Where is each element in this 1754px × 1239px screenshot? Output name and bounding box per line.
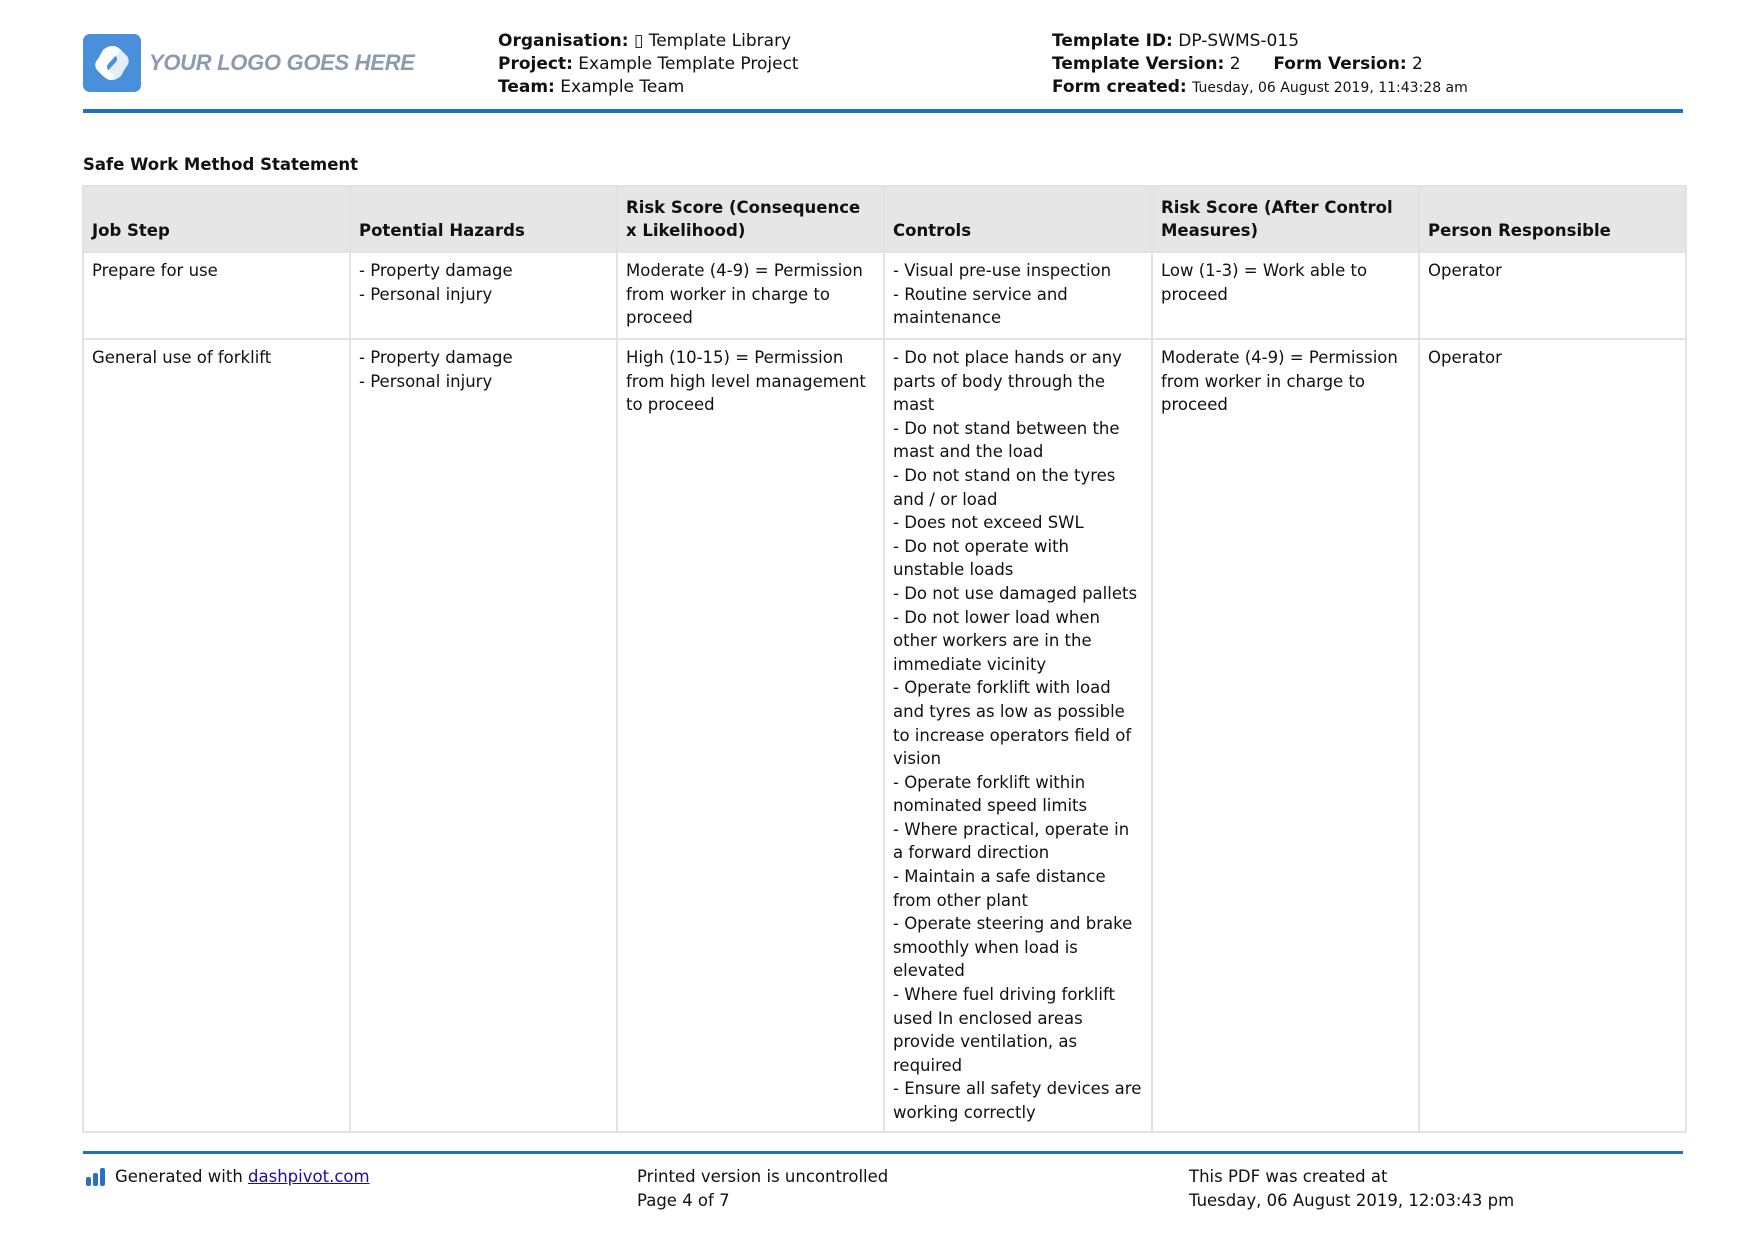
table-header-row <box>83 186 1686 252</box>
logo <box>83 34 415 92</box>
dashpivot-icon <box>86 1168 107 1186</box>
form-created-value: Tuesday, 06 August 2019, 11:43:28 am <box>1192 80 1468 96</box>
cell-potential-hazards: - Property damage - Personal injury <box>350 339 617 1132</box>
form-meta-right <box>1052 30 1468 100</box>
project-value: Example Template Project <box>578 54 799 74</box>
cell-job-step: General use of forklift <box>83 339 350 1132</box>
cell-controls: - Visual pre-use inspection - Routine service and maintenance <box>884 252 1152 339</box>
table-row <box>83 339 1686 1132</box>
table-row <box>83 252 1686 339</box>
version-row <box>1052 53 1468 76</box>
cell-risk-score: High (10-15) = Permission from high level management to proceed <box>617 339 884 1132</box>
project-label: Project: <box>498 54 573 74</box>
form-created-row <box>1052 76 1468 100</box>
template-version-label: Template Version: <box>1052 54 1225 74</box>
template-id-label: Template ID: <box>1052 31 1173 51</box>
template-id-value: DP-SWMS-015 <box>1178 31 1300 51</box>
cell-person-responsible: Operator <box>1419 339 1686 1132</box>
project-row <box>498 53 799 76</box>
organisation-row <box>498 30 799 53</box>
template-version-value: 2 <box>1229 54 1241 74</box>
template-id-row <box>1052 30 1468 53</box>
column-header-person-responsible: Person Responsible <box>1419 186 1686 252</box>
footer-generated <box>86 1165 370 1189</box>
cell-risk-score-after: Moderate (4-9) = Permission from worker in charge to proceed <box>1152 339 1419 1132</box>
team-label: Team: <box>498 77 555 97</box>
organisation-label: Organisation: <box>498 31 629 51</box>
column-header-controls: Controls <box>884 186 1152 252</box>
column-header-risk-score: Risk Score (Consequence x Likelihood) <box>617 186 884 252</box>
cell-job-step: Prepare for use <box>83 252 350 339</box>
cell-risk-score-after: Low (1-3) = Work able to proceed <box>1152 252 1419 339</box>
page-header <box>83 30 1683 110</box>
organisation-value: ▯ Template Library <box>633 31 792 51</box>
uncontrolled-notice: Printed version is uncontrolled <box>637 1167 889 1186</box>
cell-potential-hazards: - Property damage - Personal injury <box>350 252 617 339</box>
cell-controls: - Do not place hands or any parts of body through the mast - Do not stand between the mast and the load - Do not stand on the tyres and / or load - Does not exceed SWL - Do not operate with unstable loads - Do not use damaged pallets - Do not lower load when other workers are in the immediate vicinity - Operate forklift with load and tyres as low as possible to increase operators field of vision - Operate forklift within nominated speed limits - Where practical, operate in a forward direction - Maintain a safe distance from other plant - Operate steering and brake smoothly when load is elevated - Where fuel driving forklift used In enclosed areas provide ventilation, as required - Ensure all safety devices are working correctly <box>884 339 1152 1132</box>
pdf-created-label: This PDF was created at <box>1189 1167 1388 1186</box>
page-number: Page 4 of 7 <box>637 1190 730 1210</box>
logo-text: YOUR LOGO GOES HERE <box>149 50 415 75</box>
column-header-potential-hazards: Potential Hazards <box>350 186 617 252</box>
section-title: Safe Work Method Statement <box>83 155 359 174</box>
form-version-label: Form Version: <box>1273 54 1407 74</box>
form-version-value: 2 <box>1412 54 1423 74</box>
footer-divider <box>83 1151 1683 1154</box>
footer-center <box>637 1165 888 1212</box>
dashpivot-link[interactable]: dashpivot.com <box>248 1167 370 1186</box>
team-value: Example Team <box>560 77 685 97</box>
generated-with-label: Generated with <box>115 1167 243 1186</box>
form-created-label: Form created: <box>1052 77 1187 97</box>
form-meta-left <box>498 30 799 99</box>
cell-risk-score: Moderate (4-9) = Permission from worker in charge to proceed <box>617 252 884 339</box>
cell-person-responsible: Operator <box>1419 252 1686 339</box>
swms-table <box>82 185 1687 1133</box>
footer-right <box>1189 1165 1514 1212</box>
logo-icon <box>83 34 141 92</box>
column-header-job-step: Job Step <box>83 186 350 252</box>
header-divider <box>83 109 1683 113</box>
team-row <box>498 76 799 99</box>
pdf-created-value: Tuesday, 06 August 2019, 12:03:43 pm <box>1189 1190 1515 1210</box>
column-header-risk-score-after: Risk Score (After Control Measures) <box>1152 186 1419 252</box>
